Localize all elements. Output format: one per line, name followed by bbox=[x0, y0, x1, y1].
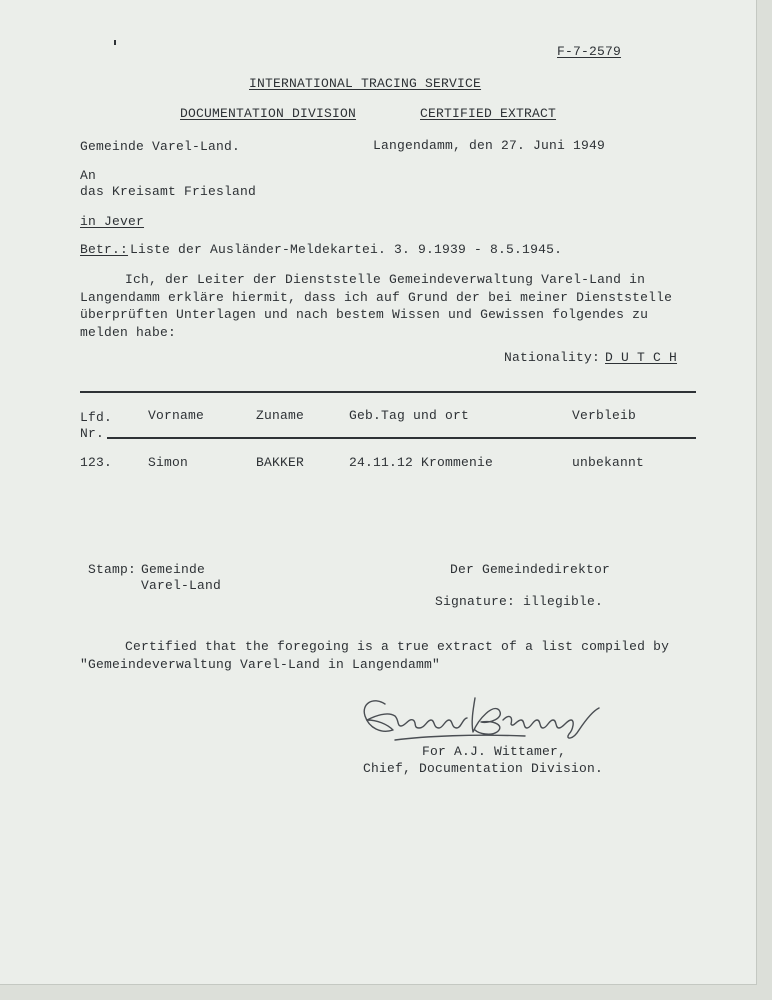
stamp-line-1: Gemeinde bbox=[141, 562, 206, 577]
body-paragraph: Ich, der Leiter der Dienststelle Gemeindeverwaltung Varel-Land in Langendamm erkläre hiermit, dass ich auf Grund der bei meiner Dienststelle überprüften Unterlagen und nach bestem Wissen und Gewissen folgendes zu melden habe: bbox=[80, 272, 673, 340]
table-top-rule bbox=[80, 391, 696, 393]
place-date: Langendamm, den 27. Juni 1949 bbox=[373, 138, 606, 153]
cell-geb: 24.11.12 Krommenie bbox=[349, 455, 494, 470]
stamp-label: Stamp: bbox=[88, 562, 137, 577]
subject-label: Betr.: bbox=[80, 242, 129, 257]
municipality: Gemeinde Varel-Land. bbox=[80, 139, 241, 154]
column-header-nr: Nr. bbox=[80, 426, 105, 441]
division-title: DOCUMENTATION DIVISION bbox=[180, 106, 357, 121]
for-line: For A.J. Wittamer, bbox=[422, 744, 567, 759]
document-type: CERTIFIED EXTRACT bbox=[420, 106, 557, 121]
column-header-verbleib: Verbleib bbox=[572, 408, 637, 423]
column-header-vorname: Vorname bbox=[148, 408, 205, 423]
column-header-lfd: Lfd. bbox=[80, 410, 113, 425]
cell-vorname: Simon bbox=[148, 455, 189, 470]
scan-mark bbox=[114, 40, 116, 45]
recipient-line-1: An bbox=[80, 168, 97, 183]
column-header-zuname: Zuname bbox=[256, 408, 305, 423]
cell-verbleib: unbekannt bbox=[572, 455, 645, 470]
signature-note: Signature: illegible. bbox=[435, 594, 604, 609]
director-title: Der Gemeindedirektor bbox=[450, 562, 611, 577]
subject-text: Liste der Ausländer-Meldekartei. 3. 9.1939 - 8.5.1945. bbox=[130, 242, 563, 257]
nationality-label: Nationality: bbox=[504, 350, 601, 365]
organization-title: INTERNATIONAL TRACING SERVICE bbox=[249, 76, 482, 91]
file-reference: F-7-2579 bbox=[557, 44, 622, 59]
cell-nr: 123. bbox=[80, 455, 113, 470]
chief-line: Chief, Documentation Division. bbox=[363, 761, 604, 776]
nationality-value: D U T C H bbox=[605, 350, 678, 365]
table-header-rule bbox=[107, 437, 696, 439]
cell-zuname: BAKKER bbox=[256, 455, 305, 470]
recipient-location: in Jever bbox=[80, 214, 145, 229]
handwritten-signature bbox=[355, 690, 605, 750]
recipient-line-2: das Kreisamt Friesland bbox=[80, 184, 257, 199]
scan-border-right bbox=[757, 0, 772, 1000]
scan-border-bottom bbox=[0, 985, 772, 1000]
certification-text: Certified that the foregoing is a true extract of a list compiled by "Gemeindeverwaltung Varel-Land in Langendamm" bbox=[80, 639, 670, 672]
stamp-line-2: Varel-Land bbox=[141, 578, 222, 593]
column-header-geb: Geb.Tag und ort bbox=[349, 408, 470, 423]
